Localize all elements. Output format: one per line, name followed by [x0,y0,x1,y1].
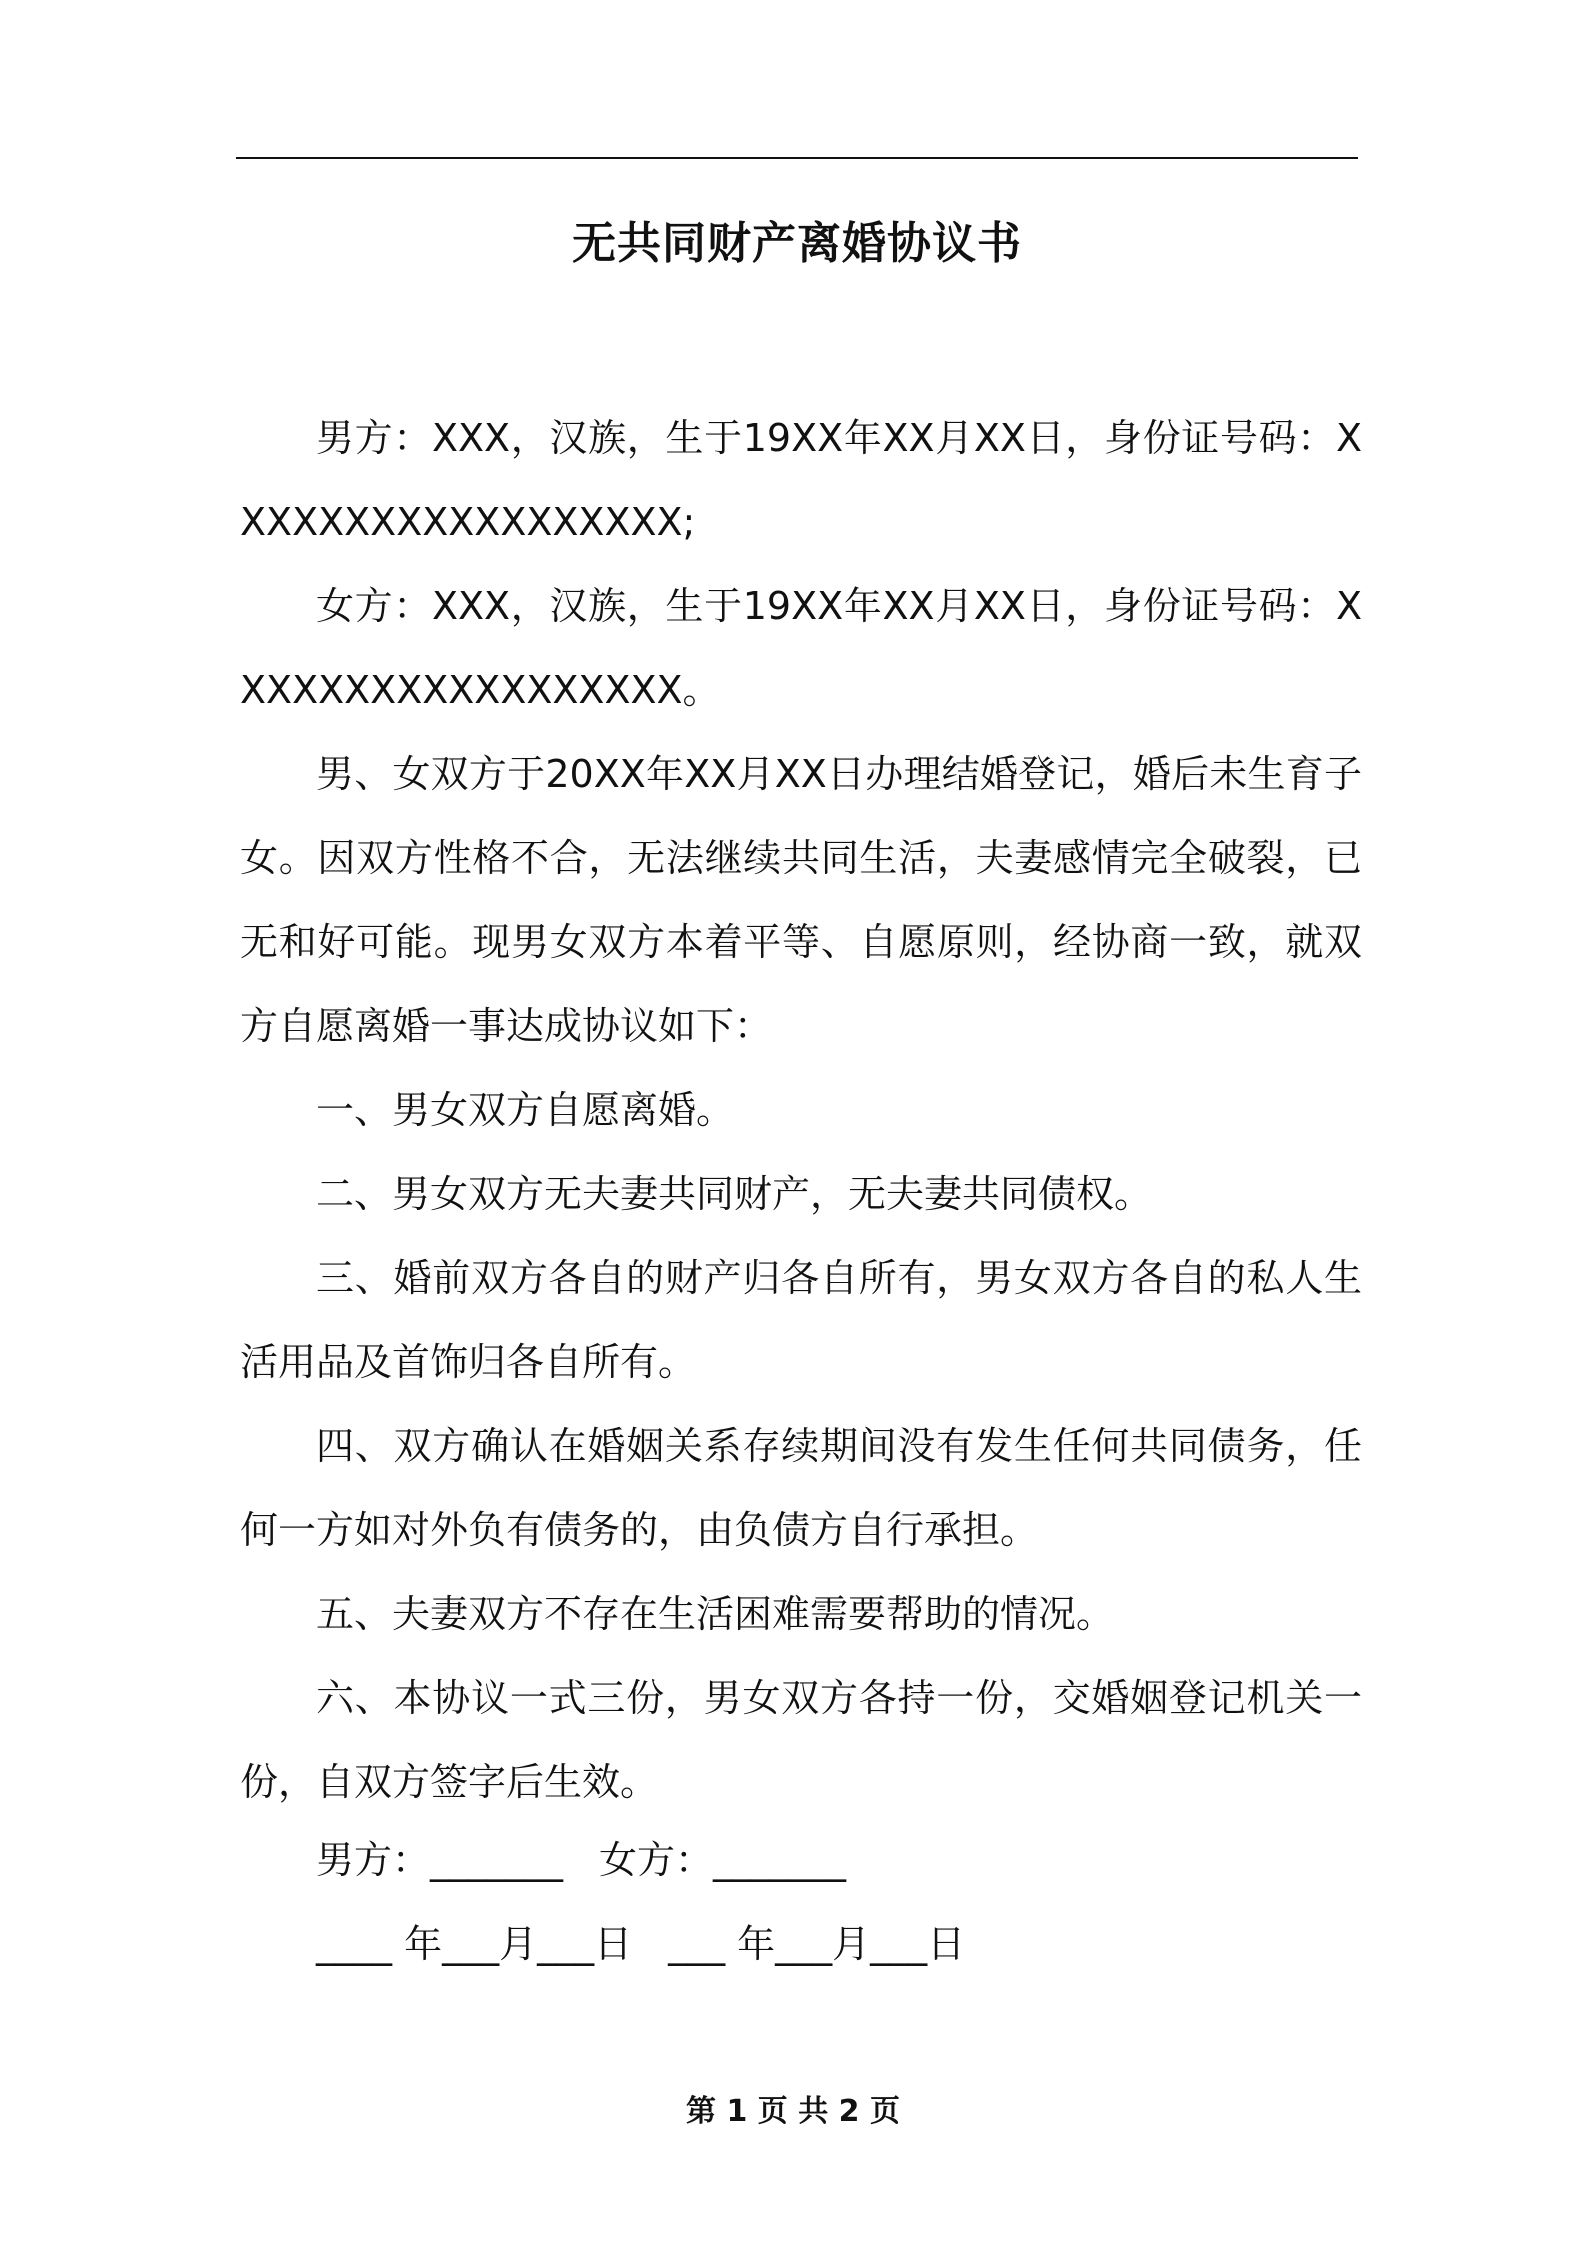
clause-3: 三、婚前双方各自的财产归各自所有，男女双方各自的私人生活用品及首饰归各自所有。 [240,1256,1362,1384]
clause-4: 四、双方确认在婚姻关系存续期间没有发生任何共同债务，任何一方如对外负有债务的，由负债方自行承担。 [240,1424,1362,1552]
clause-1: 一、男女双方自愿离婚。 [316,1088,735,1132]
female-date-line: ___ 年___月___日 [668,1922,966,1966]
document-body [240,396,1362,1824]
signature-row [316,1818,846,1902]
clause-5: 五、夫妻双方不存在生活困难需要帮助的情况。 [316,1592,1115,1636]
paragraph-male-party: 男方：XXX，汉族，生于19XX年XX月XX日，身份证号码：XXXXXXXXXXXXXXXXXX; [240,416,1362,544]
document-title: 无共同财产离婚协议书 [572,218,1022,269]
male-signature-line: 男方：_______ [316,1838,564,1882]
page-number: 第 1 页 共 2 页 [686,2094,900,2129]
paragraph-female-party: 女方：XXX，汉族，生于19XX年XX月XX日，身份证号码：XXXXXXXXXXXXXXXXXX。 [240,584,1362,712]
date-row [316,1902,965,1986]
clause-6: 六、本协议一式三份，男女双方各持一份，交婚姻登记机关一份，自双方签字后生效。 [240,1676,1362,1804]
male-date-line: ____ 年___月___日 [316,1922,633,1966]
female-signature-line: 女方：_______ [599,1838,847,1882]
paragraph-background: 男、女双方于20XX年XX月XX日办理结婚登记，婚后未生育子女。因双方性格不合，无法继续共同生活，夫妻感情完全破裂，已无和好可能。现男女双方本着平等、自愿原则，经协商一致，就双方自愿离婚一事达成协议如下： [240,752,1362,1048]
header-rule [236,157,1358,159]
clause-2: 二、男女双方无夫妻共同财产，无夫妻共同债权。 [316,1172,1153,1216]
